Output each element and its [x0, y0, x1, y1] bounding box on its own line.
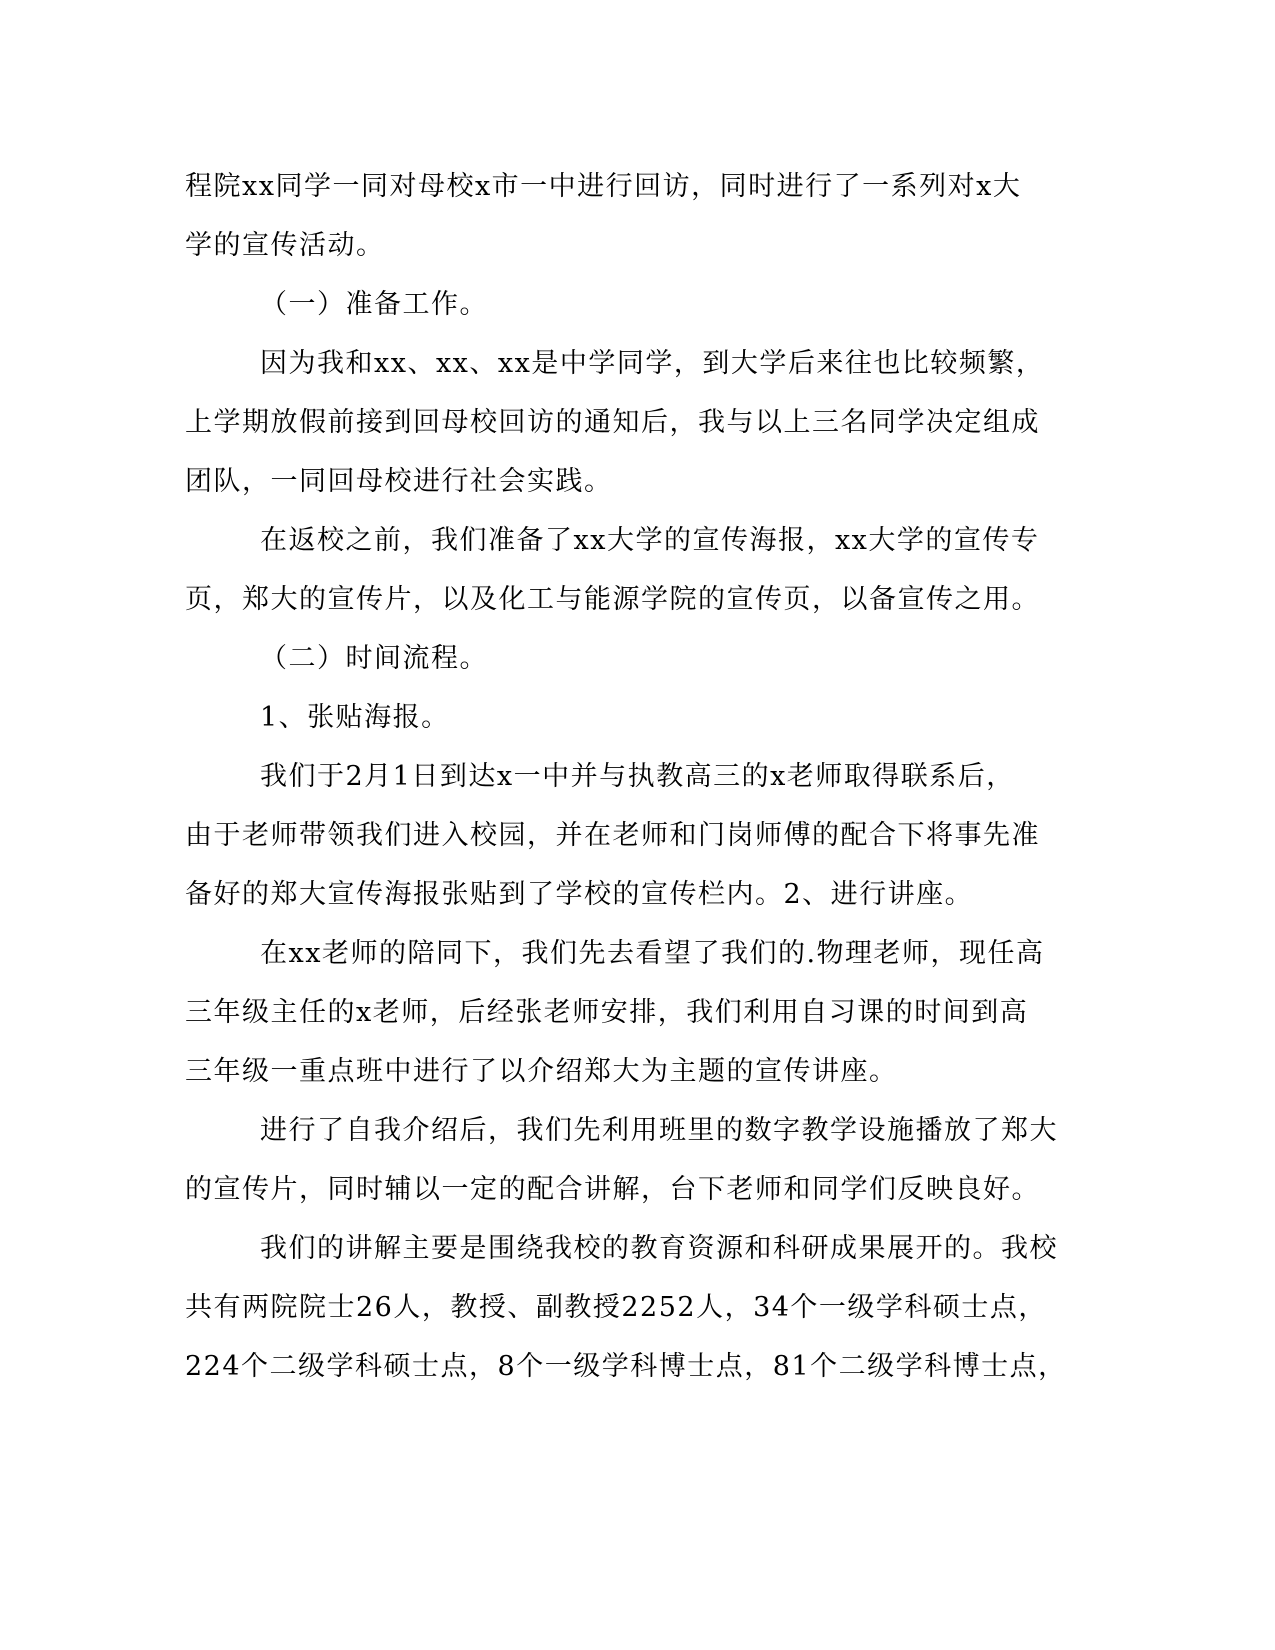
text-line: 程院xx同学一同对母校x市一中进行回访，同时进行了一系列对x大	[185, 171, 1022, 202]
text-line: 我们的讲解主要是围绕我校的教育资源和科研成果展开的。我校	[260, 1233, 1058, 1264]
section-heading: （一）准备工作。	[260, 289, 488, 320]
text-line: 224个二级学科硕士点，8个一级学科博士点，81个二级学科博士点，	[185, 1351, 1067, 1382]
text-line: 三年级一重点班中进行了以介绍郑大为主题的宣传讲座。	[185, 1056, 898, 1087]
text-line: 上学期放假前接到回母校回访的通知后，我与以上三名同学决定组成	[185, 407, 1040, 438]
text-line: 进行了自我介绍后，我们先利用班里的数字教学设施播放了郑大	[260, 1115, 1058, 1146]
text-line: 三年级主任的x老师，后经张老师安排，我们利用自习课的时间到高	[185, 997, 1029, 1028]
text-line: 页，郑大的宣传片，以及化工与能源学院的宣传页，以备宣传之用。	[185, 584, 1040, 615]
text-line: 共有两院院士26人，教授、副教授2252人，34个一级学科硕士点，	[185, 1292, 1047, 1323]
document-body	[185, 157, 1090, 1396]
text-line: 团队，一同回母校进行社会实践。	[185, 466, 613, 497]
text-line: 的宣传片，同时辅以一定的配合讲解，台下老师和同学们反映良好。	[185, 1174, 1040, 1205]
text-line: 因为我和xx、xx、xx是中学同学，到大学后来往也比较频繁，	[260, 348, 1045, 379]
text-line: 由于老师带领我们进入校园，并在老师和门岗师傅的配合下将事先准	[185, 820, 1040, 851]
text-line: 在返校之前，我们准备了xx大学的宣传海报，xx大学的宣传专	[260, 525, 1040, 556]
text-line: 我们于2月1日到达x一中并与执教高三的x老师取得联系后，	[260, 761, 1015, 792]
text-line: 备好的郑大宣传海报张贴到了学校的宣传栏内。2、进行讲座。	[185, 879, 974, 910]
section-heading: （二）时间流程。	[260, 643, 488, 674]
text-line: 在xx老师的陪同下，我们先去看望了我们的.物理老师，现任高	[260, 938, 1045, 969]
subsection-heading: 1、张贴海报。	[260, 702, 450, 733]
text-line: 学的宣传活动。	[185, 230, 385, 261]
